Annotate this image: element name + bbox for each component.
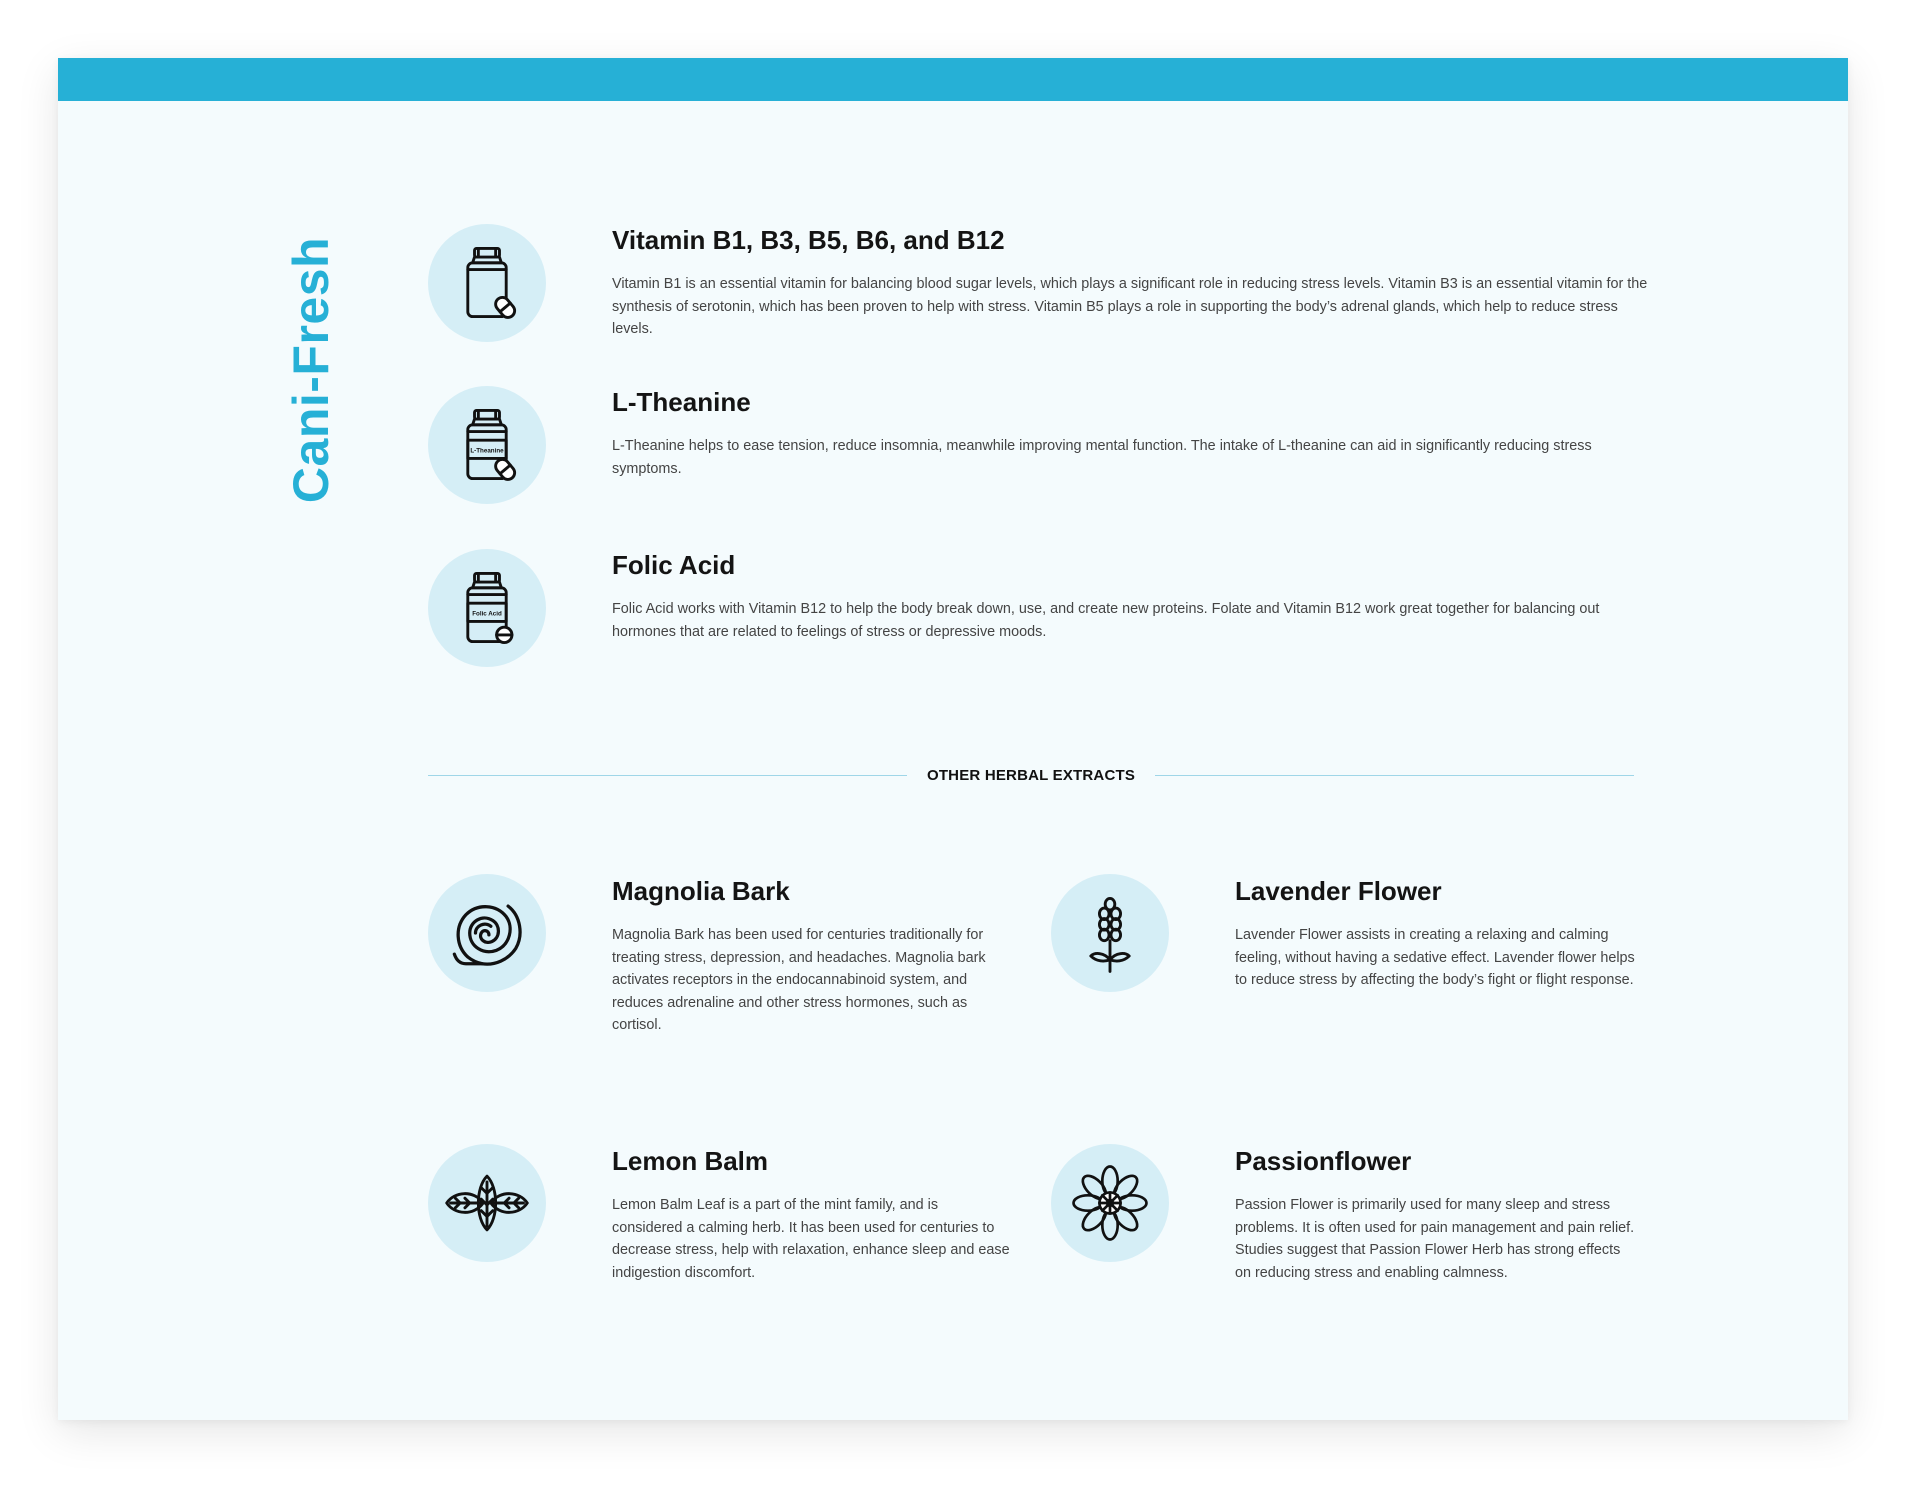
ingredient-title: Folic Acid xyxy=(612,550,736,580)
extract-description: Passion Flower is primarily used for many sleep and stress problems. It is often used for pain management and pain relief. Studies suggest that Passion Flower Herb has strong effects on reducing stress and enabling calmness. xyxy=(1235,1197,1635,1281)
bottle-label: L-Theanine xyxy=(470,447,504,455)
content-card xyxy=(58,58,1848,1420)
section-label: OTHER HERBAL EXTRACTS xyxy=(926,766,1136,784)
extract-description: Magnolia Bark has been used for centuries traditionally for treating stress, depression, and headaches. Magnolia bark activates receptors in the endocannabinoid system, and reduces adrenaline and other stress hormones, such as cortisol. xyxy=(612,927,986,1033)
bottle-icon xyxy=(428,224,546,342)
lavender-icon xyxy=(1051,874,1169,992)
divider-line-right xyxy=(1155,775,1634,776)
top-accent-bar xyxy=(58,58,1848,101)
extract-title: Magnolia Bark xyxy=(612,876,790,906)
brand-name: Cani-Fresh xyxy=(283,236,340,504)
passionflower-icon xyxy=(1051,1144,1169,1262)
bottle-icon xyxy=(428,549,546,667)
ingredient-title: L-Theanine xyxy=(612,387,751,417)
bottle-icon xyxy=(428,386,546,504)
bark-roll-icon xyxy=(428,874,546,992)
ingredient-description: Vitamin B1 is an essential vitamin for balancing blood sugar levels, which plays a significant role in reducing stress levels. Vitamin B3 is an essential vitamin for the synthesis of serotonin, which has been proven to help with stress. Vitamin B5 plays a role in supporting the body’s adrenal glands, which help to reduce stress levels. xyxy=(612,276,1648,337)
extract-title: Lemon Balm xyxy=(612,1146,769,1176)
extract-description: Lavender Flower assists in creating a relaxing and calming feeling, without having a sedative effect. Lavender flower helps to reduce stress by affecting the body’s fight or flight response. xyxy=(1235,927,1635,988)
leaves-icon xyxy=(428,1144,546,1262)
extract-description: Lemon Balm Leaf is a part of the mint family, and is considered a calming herb. It has been used for centuries to decrease stress, help with relaxation, enhance sleep and ease indigestion discomfort. xyxy=(612,1197,1010,1281)
divider-line-left xyxy=(428,775,907,776)
extract-title: Passionflower xyxy=(1235,1146,1412,1176)
bottle-label: Folic Acid xyxy=(472,610,502,618)
ingredient-description: Folic Acid works with Vitamin B12 to help the body break down, use, and create new proteins. Folate and Vitamin B12 work great together for balancing out hormones that are related to feelings of stress or depressive moods. xyxy=(612,601,1600,640)
ingredient-description: L-Theanine helps to ease tension, reduce insomnia, meanwhile improving mental function. The intake of L-theanine can aid in significantly reducing stress symptoms. xyxy=(612,438,1592,477)
section-divider xyxy=(428,765,1634,785)
extract-title: Lavender Flower xyxy=(1235,876,1442,906)
ingredient-title: Vitamin B1, B3, B5, B6, and B12 xyxy=(612,225,1005,255)
brand-vertical-title xyxy=(283,236,340,504)
